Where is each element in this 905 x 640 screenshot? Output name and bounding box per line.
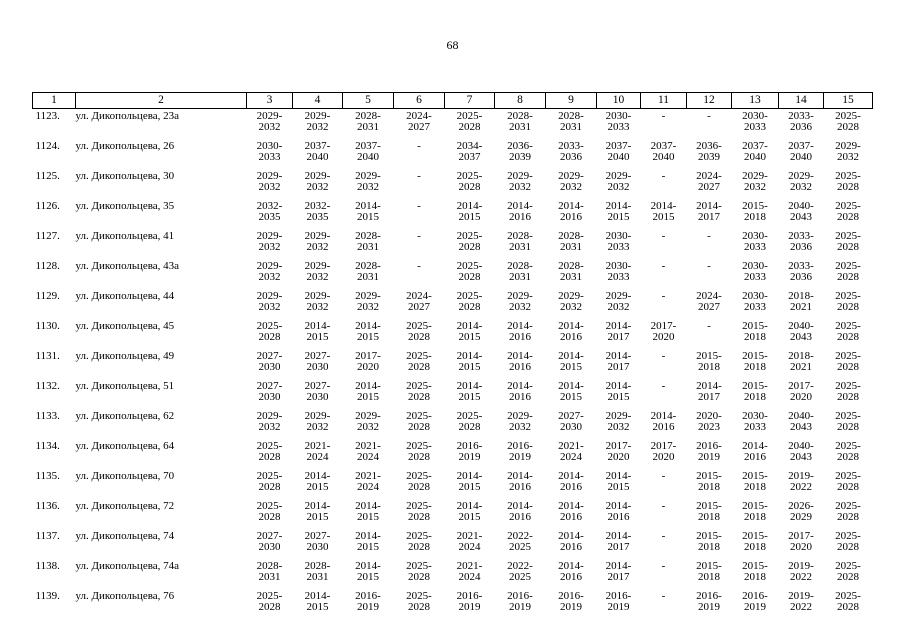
period-cell: 2029- 2032	[558, 290, 584, 313]
period-cell: 2029- 2032	[304, 260, 331, 283]
period-cell: 2028- 2031	[355, 110, 381, 133]
period-cell: 2025- 2028	[835, 260, 861, 283]
address-cell: ул. Дикопольцева, 72	[75, 500, 175, 512]
period-cell: 2028- 2031	[507, 110, 533, 133]
period-cell: 2014- 2016	[507, 470, 533, 493]
table-row	[33, 409, 873, 439]
table-row	[33, 259, 873, 289]
address-cell: ул. Дикопольцева, 51	[75, 380, 175, 392]
period-cell: 2029- 2032	[355, 290, 381, 313]
period-cell: 2014- 2015	[355, 200, 381, 223]
period-cell: 2030- 2033	[742, 110, 768, 133]
row-number: 1124.	[35, 140, 60, 152]
period-cell: 2025- 2028	[406, 500, 432, 523]
period-cell: -	[707, 110, 711, 122]
table-row	[33, 469, 873, 499]
period-cell: -	[417, 170, 421, 182]
period-cell: 2025- 2028	[406, 380, 432, 403]
period-cell: 2014- 2015	[558, 350, 584, 373]
period-cell: 2015- 2018	[742, 470, 768, 493]
table-row	[33, 589, 873, 619]
period-cell: 2021- 2024	[355, 440, 381, 463]
period-cell: 2024- 2027	[406, 290, 432, 313]
period-cell: 2025- 2028	[835, 290, 861, 313]
period-cell: 2030- 2033	[605, 260, 632, 283]
row-number: 1129.	[35, 290, 60, 302]
period-cell: -	[661, 110, 666, 122]
period-cell: -	[417, 260, 421, 272]
period-cell: -	[417, 140, 421, 152]
period-cell: 2029- 2032	[304, 230, 331, 253]
period-cell: 2020- 2023	[696, 410, 722, 433]
period-cell: -	[661, 530, 666, 542]
period-cell: 2029- 2032	[256, 110, 283, 133]
period-cell: -	[661, 380, 666, 392]
row-number: 1123.	[35, 110, 60, 122]
period-cell: 2037- 2040	[304, 140, 331, 163]
row-number: 1133.	[35, 410, 60, 422]
period-cell: 2040- 2043	[788, 200, 814, 223]
period-cell: 2024- 2027	[696, 290, 722, 313]
period-cell: 2014- 2015	[605, 380, 632, 403]
period-cell: -	[661, 500, 666, 512]
period-cell: 2029- 2032	[507, 290, 533, 313]
address-cell: ул. Дикопольцева, 74а	[75, 560, 180, 572]
page-number: 68	[446, 38, 459, 52]
period-cell: 2014- 2015	[456, 320, 483, 343]
period-cell: 2025- 2028	[406, 560, 432, 583]
period-cell: 2014- 2017	[696, 380, 722, 403]
period-cell: 2025- 2028	[406, 410, 432, 433]
period-cell: 2025- 2028	[406, 440, 432, 463]
period-cell: 2016- 2019	[742, 590, 768, 613]
period-cell: 2014- 2015	[605, 200, 632, 223]
period-cell: -	[661, 470, 666, 482]
period-cell: 2025- 2028	[835, 590, 861, 613]
period-cell: 2014- 2015	[304, 590, 331, 613]
period-cell: 2014- 2016	[605, 500, 632, 523]
column-header: 11	[641, 93, 687, 109]
period-cell: 2029- 2032	[256, 410, 283, 433]
period-cell: 2017- 2020	[650, 320, 677, 343]
table-row	[33, 199, 873, 229]
period-cell: 2028- 2031	[558, 260, 584, 283]
period-cell: 2033- 2036	[788, 110, 814, 133]
period-cell: 2014- 2016	[558, 500, 584, 523]
address-cell: ул. Дикопольцева, 30	[75, 170, 175, 182]
period-cell: 2025- 2028	[456, 410, 483, 433]
period-cell: 2025- 2028	[456, 110, 483, 133]
period-cell: 2014- 2015	[304, 500, 331, 523]
address-cell: ул. Дикопольцева, 76	[75, 590, 175, 602]
period-cell: 2017- 2020	[355, 350, 381, 373]
period-cell: 2014- 2016	[558, 560, 584, 583]
period-cell: 2014- 2015	[456, 200, 483, 223]
period-cell: 2025- 2028	[256, 590, 283, 613]
period-cell: 2014- 2016	[507, 500, 533, 523]
period-cell: 2017- 2020	[788, 530, 814, 553]
table-body	[33, 109, 873, 620]
period-cell: 2025- 2028	[835, 200, 861, 223]
period-cell: 2016- 2019	[507, 440, 533, 463]
period-cell: 2014- 2016	[742, 440, 768, 463]
column-header: 5	[343, 93, 394, 109]
period-cell: 2015- 2018	[742, 200, 768, 223]
period-cell: 2017- 2020	[605, 440, 632, 463]
period-cell: 2015- 2018	[742, 530, 768, 553]
period-cell: 2022- 2025	[507, 530, 533, 553]
period-cell: 2029- 2032	[835, 140, 861, 163]
period-cell: 2025- 2028	[835, 470, 861, 493]
column-header: 9	[546, 93, 597, 109]
period-cell: 2037- 2040	[650, 140, 677, 163]
period-cell: 2025- 2028	[835, 170, 861, 193]
period-cell: 2025- 2028	[835, 440, 861, 463]
period-cell: 2015- 2018	[696, 500, 722, 523]
table-row	[33, 529, 873, 559]
period-cell: -	[417, 230, 421, 242]
address-cell: ул. Дикопольцева, 26	[75, 140, 175, 152]
column-header: 14	[779, 93, 824, 109]
table-row	[33, 229, 873, 259]
period-cell: 2029- 2032	[256, 230, 283, 253]
period-cell: 2014- 2015	[304, 320, 331, 343]
address-cell: ул. Дикопольцева, 44	[75, 290, 175, 302]
period-cell: 2015- 2018	[742, 350, 768, 373]
period-cell: 2025- 2028	[406, 590, 432, 613]
period-cell: -	[707, 320, 711, 332]
period-cell: 2029- 2032	[558, 170, 584, 193]
period-cell: 2028- 2031	[304, 560, 331, 583]
period-cell: 2025- 2028	[406, 350, 432, 373]
period-cell: -	[661, 230, 666, 242]
period-cell: 2030- 2033	[605, 230, 632, 253]
table-row	[33, 559, 873, 589]
period-cell: 2027- 2030	[256, 380, 283, 403]
period-cell: 2025- 2028	[406, 530, 432, 553]
row-number: 1137.	[35, 530, 60, 542]
address-cell: ул. Дикопольцева, 45	[75, 320, 175, 332]
period-cell: 2025- 2028	[456, 290, 483, 313]
period-cell: 2019- 2022	[788, 470, 814, 493]
period-cell: 2024- 2027	[406, 110, 432, 133]
period-cell: 2027- 2030	[304, 380, 331, 403]
period-cell: 2017- 2020	[650, 440, 677, 463]
address-cell: ул. Дикопольцева, 41	[75, 230, 175, 242]
row-number: 1125.	[35, 170, 60, 182]
period-cell: 2037- 2040	[355, 140, 381, 163]
table-row	[33, 319, 873, 349]
period-cell: -	[661, 590, 666, 602]
period-cell: 2028- 2031	[558, 230, 584, 253]
period-cell: 2014- 2017	[605, 530, 632, 553]
period-cell: 2029- 2032	[605, 290, 632, 313]
period-cell: 2036- 2039	[696, 140, 722, 163]
table-row	[33, 439, 873, 469]
address-cell: ул. Дикопольцева, 74	[75, 530, 175, 542]
period-cell: 2025- 2028	[256, 500, 283, 523]
period-cell: 2016- 2019	[696, 440, 722, 463]
column-header: 15	[824, 93, 873, 109]
period-cell: -	[661, 260, 666, 272]
period-cell: 2015- 2018	[742, 320, 768, 343]
period-cell: 2040- 2043	[788, 320, 814, 343]
address-cell: ул. Дикопольцева, 70	[75, 470, 175, 482]
period-cell: -	[707, 230, 711, 242]
row-number: 1130.	[35, 320, 60, 332]
period-cell: -	[707, 260, 711, 272]
period-cell: 2014- 2015	[456, 470, 483, 493]
period-cell: 2028- 2031	[355, 230, 381, 253]
period-cell: 2014- 2017	[605, 560, 632, 583]
period-cell: 2025- 2028	[456, 170, 483, 193]
period-cell: 2025- 2028	[835, 320, 861, 343]
period-cell: 2025- 2028	[835, 110, 861, 133]
column-header: 7	[445, 93, 495, 109]
period-cell: 2018- 2021	[788, 350, 814, 373]
column-header: 10	[597, 93, 641, 109]
period-cell: 2016- 2019	[558, 590, 584, 613]
column-header: 2	[76, 93, 247, 109]
row-number: 1134.	[35, 440, 60, 452]
header-row	[33, 93, 873, 109]
period-cell: 2030- 2033	[742, 230, 768, 253]
period-cell: 2034- 2037	[456, 140, 483, 163]
period-cell: 2015- 2018	[696, 350, 722, 373]
period-cell: 2015- 2018	[742, 500, 768, 523]
period-cell: 2028- 2031	[507, 260, 533, 283]
period-cell: 2014- 2015	[456, 380, 483, 403]
period-cell: 2037- 2040	[742, 140, 768, 163]
period-cell: 2025- 2028	[835, 410, 861, 433]
period-cell: 2025- 2028	[835, 560, 861, 583]
period-cell: -	[661, 290, 666, 302]
period-cell: 2014- 2017	[696, 200, 722, 223]
period-cell: 2029- 2032	[355, 170, 381, 193]
period-cell: 2025- 2028	[256, 470, 283, 493]
row-number: 1126.	[35, 200, 60, 212]
period-cell: 2021- 2024	[304, 440, 331, 463]
period-cell: 2021- 2024	[456, 530, 483, 553]
period-cell: 2029- 2032	[788, 170, 814, 193]
period-cell: 2014- 2015	[355, 560, 381, 583]
period-cell: 2033- 2036	[788, 260, 814, 283]
period-cell: 2014- 2015	[355, 320, 381, 343]
period-cell: 2029- 2032	[304, 170, 331, 193]
period-cell: 2029- 2032	[256, 170, 283, 193]
period-cell: 2015- 2018	[742, 560, 768, 583]
row-number: 1127.	[35, 230, 60, 242]
period-cell: 2040- 2043	[788, 440, 814, 463]
row-number: 1139.	[35, 590, 60, 602]
schedule-table	[32, 92, 873, 619]
column-header: 1	[33, 93, 76, 109]
period-cell: 2021- 2024	[558, 440, 584, 463]
column-header: 4	[293, 93, 343, 109]
period-cell: 2033- 2036	[558, 140, 584, 163]
period-cell: 2032- 2035	[256, 200, 283, 223]
period-cell: 2028- 2031	[256, 560, 283, 583]
period-cell: 2027- 2030	[256, 350, 283, 373]
address-cell: ул. Дикопольцева, 23а	[75, 110, 180, 122]
period-cell: 2027- 2030	[304, 530, 331, 553]
row-number: 1136.	[35, 500, 60, 512]
period-cell: 2015- 2018	[696, 470, 722, 493]
period-cell: 2014- 2016	[650, 410, 677, 433]
period-cell: 2025- 2028	[456, 230, 483, 253]
period-cell: 2030- 2033	[742, 260, 768, 283]
period-cell: 2040- 2043	[788, 410, 814, 433]
period-cell: 2014- 2016	[558, 470, 584, 493]
period-cell: 2014- 2016	[507, 380, 533, 403]
period-cell: 2014- 2016	[558, 200, 584, 223]
period-cell: 2028- 2031	[558, 110, 584, 133]
row-number: 1132.	[35, 380, 60, 392]
period-cell: 2016- 2019	[605, 590, 632, 613]
period-cell: 2029- 2032	[256, 260, 283, 283]
period-cell: 2025- 2028	[406, 470, 432, 493]
period-cell: 2025- 2028	[256, 320, 283, 343]
period-cell: 2028- 2031	[507, 230, 533, 253]
period-cell: 2030- 2033	[742, 290, 768, 313]
period-cell: 2014- 2015	[605, 470, 632, 493]
address-cell: ул. Дикопольцева, 64	[75, 440, 175, 452]
period-cell: 2029- 2032	[507, 410, 533, 433]
period-cell: 2025- 2028	[835, 530, 861, 553]
period-cell: 2029- 2032	[256, 290, 283, 313]
period-cell: 2014- 2015	[456, 350, 483, 373]
period-cell: 2024- 2027	[696, 170, 722, 193]
column-header: 6	[394, 93, 445, 109]
period-cell: 2025- 2028	[406, 320, 432, 343]
period-cell: 2028- 2031	[355, 260, 381, 283]
period-cell: 2025- 2028	[835, 380, 861, 403]
address-cell: ул. Дикопольцева, 49	[75, 350, 175, 362]
period-cell: 2016- 2019	[456, 590, 483, 613]
table-row	[33, 109, 873, 140]
row-number: 1128.	[35, 260, 60, 272]
table-row	[33, 169, 873, 199]
period-cell: -	[417, 200, 421, 212]
period-cell: 2014- 2017	[605, 320, 632, 343]
period-cell: 2014- 2016	[507, 350, 533, 373]
period-cell: 2037- 2040	[605, 140, 632, 163]
period-cell: 2029- 2032	[742, 170, 768, 193]
period-cell: 2021- 2024	[355, 470, 381, 493]
period-cell: 2018- 2021	[788, 290, 814, 313]
period-cell: 2014- 2015	[355, 530, 381, 553]
row-number: 1138.	[35, 560, 60, 572]
period-cell: 2033- 2036	[788, 230, 814, 253]
period-cell: 2019- 2022	[788, 560, 814, 583]
period-cell: 2029- 2032	[605, 170, 632, 193]
address-cell: ул. Дикопольцева, 43а	[75, 260, 180, 272]
period-cell: 2026- 2029	[788, 500, 814, 523]
period-cell: 2016- 2019	[456, 440, 483, 463]
period-cell: 2029- 2032	[605, 410, 632, 433]
period-cell: 2021- 2024	[456, 560, 483, 583]
period-cell: 2014- 2016	[507, 200, 533, 223]
address-cell: ул. Дикопольцева, 62	[75, 410, 175, 422]
period-cell: 2014- 2016	[507, 320, 533, 343]
period-cell: 2014- 2015	[355, 500, 381, 523]
period-cell: 2014- 2015	[304, 470, 331, 493]
period-cell: 2014- 2015	[650, 200, 677, 223]
table-row	[33, 289, 873, 319]
period-cell: 2030- 2033	[742, 410, 768, 433]
period-cell: 2029- 2032	[304, 110, 331, 133]
period-cell: 2029- 2032	[355, 410, 381, 433]
period-cell: 2014- 2016	[558, 530, 584, 553]
column-header: 3	[247, 93, 293, 109]
period-cell: 2032- 2035	[304, 200, 331, 223]
period-cell: 2014- 2015	[456, 500, 483, 523]
table-row	[33, 379, 873, 409]
period-cell: 2025- 2028	[835, 350, 861, 373]
period-cell: 2016- 2019	[507, 590, 533, 613]
period-cell: 2014- 2015	[558, 380, 584, 403]
period-cell: 2014- 2017	[605, 350, 632, 373]
row-number: 1131.	[35, 350, 60, 362]
period-cell: 2015- 2018	[696, 560, 722, 583]
table-row	[33, 139, 873, 169]
period-cell: 2027- 2030	[558, 410, 584, 433]
period-cell: 2015- 2018	[696, 530, 722, 553]
table-row	[33, 499, 873, 529]
period-cell: 2037- 2040	[788, 140, 814, 163]
period-cell: 2029- 2032	[304, 410, 331, 433]
period-cell: 2027- 2030	[256, 530, 283, 553]
address-cell: ул. Дикопольцева, 35	[75, 200, 175, 212]
period-cell: 2016- 2019	[696, 590, 722, 613]
period-cell: 2029- 2032	[507, 170, 533, 193]
period-cell: 2014- 2016	[558, 320, 584, 343]
period-cell: 2015- 2018	[742, 380, 768, 403]
period-cell: 2025- 2028	[835, 230, 861, 253]
column-header: 8	[495, 93, 546, 109]
period-cell: 2030- 2033	[605, 110, 632, 133]
column-header: 12	[687, 93, 732, 109]
period-cell: 2017- 2020	[788, 380, 814, 403]
period-cell: 2022- 2025	[507, 560, 533, 583]
period-cell: 2029- 2032	[304, 290, 331, 313]
row-number: 1135.	[35, 470, 60, 482]
period-cell: 2030- 2033	[256, 140, 283, 163]
period-cell: 2014- 2015	[355, 380, 381, 403]
period-cell: 2016- 2019	[355, 590, 381, 613]
period-cell: 2019- 2022	[788, 590, 814, 613]
period-cell: 2025- 2028	[835, 500, 861, 523]
period-cell: 2027- 2030	[304, 350, 331, 373]
period-cell: 2036- 2039	[507, 140, 533, 163]
period-cell: 2025- 2028	[256, 440, 283, 463]
period-cell: -	[661, 560, 666, 572]
column-header: 13	[732, 93, 779, 109]
period-cell: -	[661, 350, 666, 362]
period-cell: 2025- 2028	[456, 260, 483, 283]
period-cell: -	[661, 170, 666, 182]
table-row	[33, 349, 873, 379]
